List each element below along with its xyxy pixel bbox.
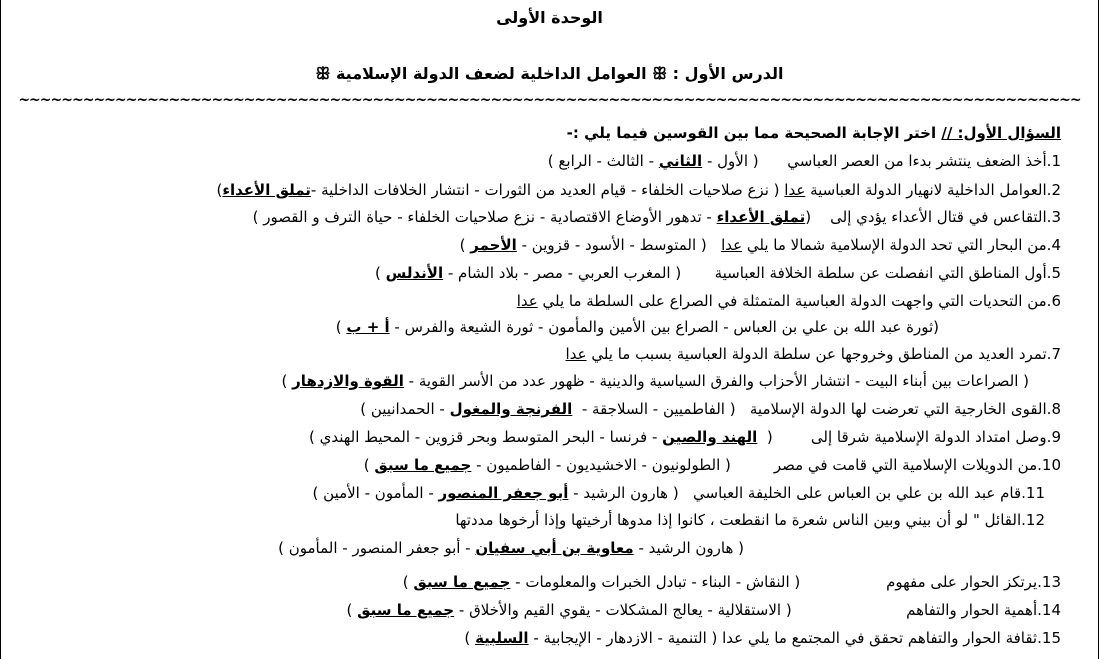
question-instruction: اختر الإجابة الصحيحة مما بين القوسين فيما يلي :- xyxy=(566,124,937,142)
item-options: - الثالث - الرابع ) xyxy=(547,152,655,170)
item-number: 1. xyxy=(1046,152,1061,170)
except-word: عدا xyxy=(565,345,587,363)
unit-title: الوحدة الأولى xyxy=(496,8,603,27)
item-options: - فرنسا - البحر المتوسط وبحر قزوين - المحيط الهندي ) xyxy=(308,428,658,446)
item-options: ) xyxy=(363,456,370,474)
item-options: ( الاستقلالية - يعالج المشكلات - يقوي القيم والأخلاق - xyxy=(458,601,792,619)
question-item-11 xyxy=(313,484,1045,502)
item-number: 6. xyxy=(1046,292,1061,310)
question-item-12-options xyxy=(278,539,744,557)
question-item-12 xyxy=(455,511,1045,529)
item-stem: من التحديات التي واجهت الدولة العباسية المتمثلة في الصراع على السلطة ما يلي xyxy=(542,292,1047,310)
item-options: ( التنمية - الازدهار - الإيجابية - xyxy=(533,629,718,647)
question-item-3 xyxy=(253,208,1061,226)
item-stem: أول المناطق التي انفصلت عن سلطة الخلافة العباسية xyxy=(714,264,1047,282)
item-options: ) xyxy=(464,629,471,647)
item-stem: من الدويلات الإسلامية التي قامت في مصر xyxy=(773,456,1038,474)
correct-answer: جميع ما سبق xyxy=(413,573,511,591)
item-stem: يرتكز الحوار على مفهوم xyxy=(886,573,1038,591)
correct-answer: الفرنجة والمغول xyxy=(449,400,573,418)
question-item-7-options xyxy=(282,372,1029,390)
item-number: 13. xyxy=(1037,573,1061,591)
item-number: 7. xyxy=(1046,345,1061,363)
question-label: السؤال الأول: // xyxy=(941,124,1061,142)
item-options: ) xyxy=(281,372,288,390)
correct-answer: الثاني xyxy=(658,152,703,170)
lesson-prefix: الدرس الأول : xyxy=(672,64,784,83)
question-item-2 xyxy=(216,181,1061,199)
question-item-15 xyxy=(464,629,1061,647)
item-options: ( xyxy=(766,428,773,446)
question-item-14 xyxy=(346,601,1061,619)
correct-answer: الهند والصين xyxy=(662,428,758,446)
item-options: ) xyxy=(459,236,466,254)
item-options: ( الصراعات بين أبناء البيت - انتشار الأحزاب والفرق السياسية والدينية - ظهور عدد من الأسر القوية - xyxy=(408,372,1029,390)
ornament-right-icon: ꕥ xyxy=(652,64,668,83)
except-word: عدا xyxy=(784,181,806,199)
question-item-8 xyxy=(360,400,1061,418)
item-number: 14. xyxy=(1037,601,1061,619)
item-stem: من البحار التي تحد الدولة الإسلامية شمالا ما يلي xyxy=(746,236,1047,254)
question-item-10 xyxy=(364,456,1061,474)
correct-answer: الأحمر xyxy=(470,236,517,254)
item-stem: تمرد العديد من المناطق وخروجها عن سلطة الدولة العباسية بسبب ما يلي xyxy=(591,345,1047,363)
item-number: 15. xyxy=(1037,629,1061,647)
item-stem: أخذ الضعف ينتشر بدءا من العصر العباسي xyxy=(787,152,1047,170)
correct-answer: أبو جعفر المنصور xyxy=(438,484,569,502)
item-number: 12. xyxy=(1021,511,1045,529)
item-stem: القائل " لو أن بيني وبين الناس شعرة ما انقطعت ، كانوا إذا مدوها أرخيتها وإذا أرخوها مددتها xyxy=(455,511,1022,529)
question-item-13 xyxy=(403,573,1061,591)
item-options: ( المتوسط - الأسود - قزوين - xyxy=(521,236,707,254)
item-options: ) xyxy=(216,181,223,199)
question-item-9 xyxy=(309,428,1061,446)
item-options: ( الفاطميين - السلاجقة - xyxy=(581,400,736,418)
correct-answer: القوة والازدهار xyxy=(292,372,404,390)
item-options: - المأمون - الأمين ) xyxy=(312,484,434,502)
item-number: 5. xyxy=(1046,264,1061,282)
item-number: 2. xyxy=(1046,181,1061,199)
correct-answer: معاوية بن أبي سفيان xyxy=(475,539,634,557)
lesson-title xyxy=(0,64,1099,84)
item-number: 3. xyxy=(1046,208,1061,226)
item-options: ( هارون الرشيد - xyxy=(573,484,679,502)
item-options: ( نزع صلاحيات الخلفاء - قيام العديد من الثورات - انتشار الخلافات الداخلية - xyxy=(310,181,780,199)
item-options: - الحمدانيين ) xyxy=(360,400,445,418)
item-number: 4. xyxy=(1046,236,1061,254)
question-item-4 xyxy=(460,236,1061,254)
correct-answer: السلبية xyxy=(475,629,529,647)
correct-answer: جميع ما سبق xyxy=(374,456,472,474)
item-number: 9. xyxy=(1046,428,1061,446)
question-item-6-options xyxy=(336,318,939,336)
except-word: عدا xyxy=(516,292,538,310)
item-options: - تدهور الأوضاع الاقتصادية - نزع صلاحيات الخلفاء - حياة الترف و القصور ) xyxy=(252,208,712,226)
except-word: عدا xyxy=(721,236,743,254)
item-stem: قام عبد الله بن علي بن العباس على الخليفة العباسي xyxy=(693,484,1022,502)
question-item-1 xyxy=(548,152,1061,170)
item-number: 11. xyxy=(1021,484,1045,502)
item-stem: التقاعس في قتال الأعداء يؤدي إلى xyxy=(830,208,1047,226)
item-options: ) xyxy=(402,573,409,591)
item-options: ( المغرب العربي - مصر - بلاد الشام - xyxy=(447,264,682,282)
item-options: ) xyxy=(335,318,342,336)
question-item-7 xyxy=(566,345,1061,363)
ornament-left-icon: ꕥ xyxy=(315,64,331,83)
item-options: (ثورة عبد الله بن علي بن العباس - الصراع بين الأمين والمأمون - ثورة الشيعة والفرس - xyxy=(394,318,939,336)
lesson-name: العوامل الداخلية لضعف الدولة الإسلامية xyxy=(335,64,647,83)
question-header xyxy=(567,124,1061,142)
item-stem: أهمية الحوار والتفاهم xyxy=(906,601,1038,619)
item-stem: وصل امتداد الدولة الإسلامية شرقا إلى xyxy=(810,428,1047,446)
correct-answer: أ + ب xyxy=(346,318,390,336)
item-stem: القوى الخارجية التي تعرضت لها الدولة الإسلامية xyxy=(749,400,1047,418)
correct-answer: تملق الأعداء xyxy=(222,181,311,199)
item-options: ( النقاش - البناء - تبادل الخبرات والمعلومات - xyxy=(515,573,801,591)
item-number: 10. xyxy=(1037,456,1061,474)
correct-answer: جميع ما سبق xyxy=(357,601,455,619)
item-options: ( الأول - xyxy=(706,152,759,170)
item-options: - أبو جعفر المنصور - المأمون ) xyxy=(278,539,471,557)
item-options: ( هارون الرشيد - xyxy=(638,539,744,557)
item-stem: ثقافة الحوار والتفاهم تحقق في المجتمع ما يلي عدا xyxy=(722,629,1038,647)
item-options: ( xyxy=(805,208,812,226)
correct-answer: الأندلس xyxy=(385,264,444,282)
item-number: 8. xyxy=(1046,400,1061,418)
question-item-6 xyxy=(517,292,1061,310)
item-stem: العوامل الداخلية لانهيار الدولة العباسية xyxy=(810,181,1047,199)
item-options: ( الطولونيون - الاخشيديون - الفاطميون - xyxy=(476,456,731,474)
separator-line: ~~~~~~~~~~~~~~~~~~~~~~~~~~~~~~~~~~~~~~~~~~~~~~~~~~~~~~~~~~~~~~~~~~~~~~~~~~~~~~~~~~~~~~~~~~~~~~~~~~~ xyxy=(18,92,1081,108)
item-options: ) xyxy=(346,601,353,619)
item-options: ) xyxy=(375,264,381,282)
correct-answer: تملق الأعداء xyxy=(716,208,806,226)
question-item-5 xyxy=(375,264,1061,282)
